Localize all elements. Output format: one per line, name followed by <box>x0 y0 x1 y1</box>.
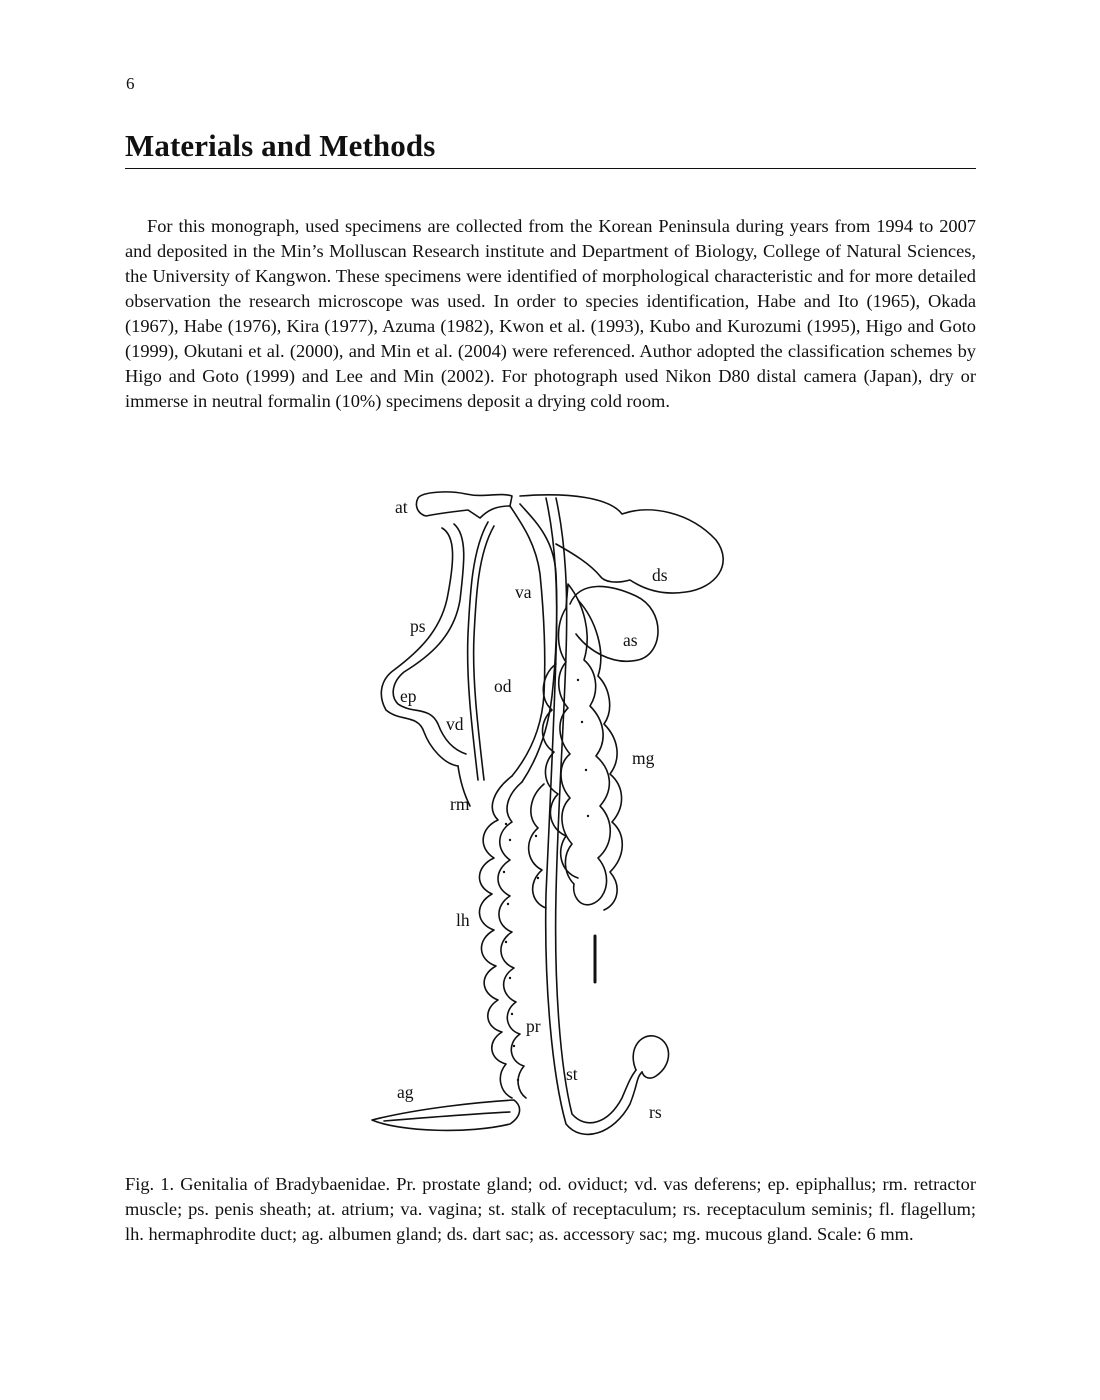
label-ds: ds <box>652 565 668 585</box>
label-ag: ag <box>397 1082 414 1102</box>
hermaphrodite-duct-coil <box>498 782 526 1098</box>
body-paragraph: For this monograph, used specimens are collected from the Korean Peninsula during years from 1994 to 2007 and deposited in the Min’s Molluscan Research institute and Department of Biology, College of Natural Sciences, the University of Kangwon. These specimens were identified of morphological characteristic and for more detailed observation the research microscope was used. In order to species identification, Habe and Ito (1965), Okada (1967), Habe (1976), Kira (1977), Azuma (1982), Kwon et al. (1993), Kubo and Kurozumi (1995), Higo and Goto (1999), Okutani et al. (2000), and Min et al. (2004) were referenced. Author adopted the classification schemes by Higo and Goto (1999) and Lee and Min (2002). For photograph used Nikon D80 distal camera (Japan), dry or immerse in neutral formalin (10%) specimens deposit a drying cold room. <box>125 216 976 411</box>
dart-sac-outline <box>520 495 723 593</box>
oviduct-outline <box>520 504 557 782</box>
section-heading: Materials and Methods <box>125 128 436 163</box>
hermaphrodite-coil-right <box>529 784 546 908</box>
label-vd: vd <box>446 714 464 734</box>
label-ps: ps <box>410 616 426 636</box>
figure-caption: Fig. 1. Genitalia of Bradybaenidae. Pr. prostate gland; od. oviduct; vd. vas deferens; ep. epiphallus; rm. retractor muscle; ps. penis sheath; at. atrium; va. vagina; st. stalk of receptaculum; rs. receptaculum seminis; fl. flagellum; lh. hermaphrodite duct; ag. albumen gland; ds. dart sac; as. accessory sac; mg. mucous gland. Scale: 6 mm. <box>125 1174 976 1244</box>
genitalia-drawing <box>360 484 740 1144</box>
vas-deferens-outline <box>468 522 488 780</box>
vas-deferens-outline-inner <box>474 526 494 780</box>
label-pr: pr <box>526 1016 541 1036</box>
atrium-outline <box>416 492 512 518</box>
label-st: st <box>566 1064 578 1084</box>
label-rs: rs <box>649 1102 662 1122</box>
label-od: od <box>494 676 512 696</box>
heading-rule <box>125 168 976 169</box>
label-lh: lh <box>456 910 470 930</box>
vagina-outline <box>510 506 545 776</box>
page-number: 6 <box>126 74 135 93</box>
label-at: at <box>395 497 408 517</box>
label-va: va <box>515 582 532 602</box>
mucous-gland-outline-inner <box>578 600 622 910</box>
genitalia-figure <box>360 484 740 1144</box>
accessory-sac-outline <box>570 586 658 661</box>
albumen-gland-outline <box>372 1100 520 1130</box>
label-ep: ep <box>400 686 417 706</box>
label-mg: mg <box>632 748 655 768</box>
receptaculum-seminis <box>633 1036 668 1078</box>
label-as: as <box>623 630 638 650</box>
label-rm: rm <box>450 794 470 814</box>
